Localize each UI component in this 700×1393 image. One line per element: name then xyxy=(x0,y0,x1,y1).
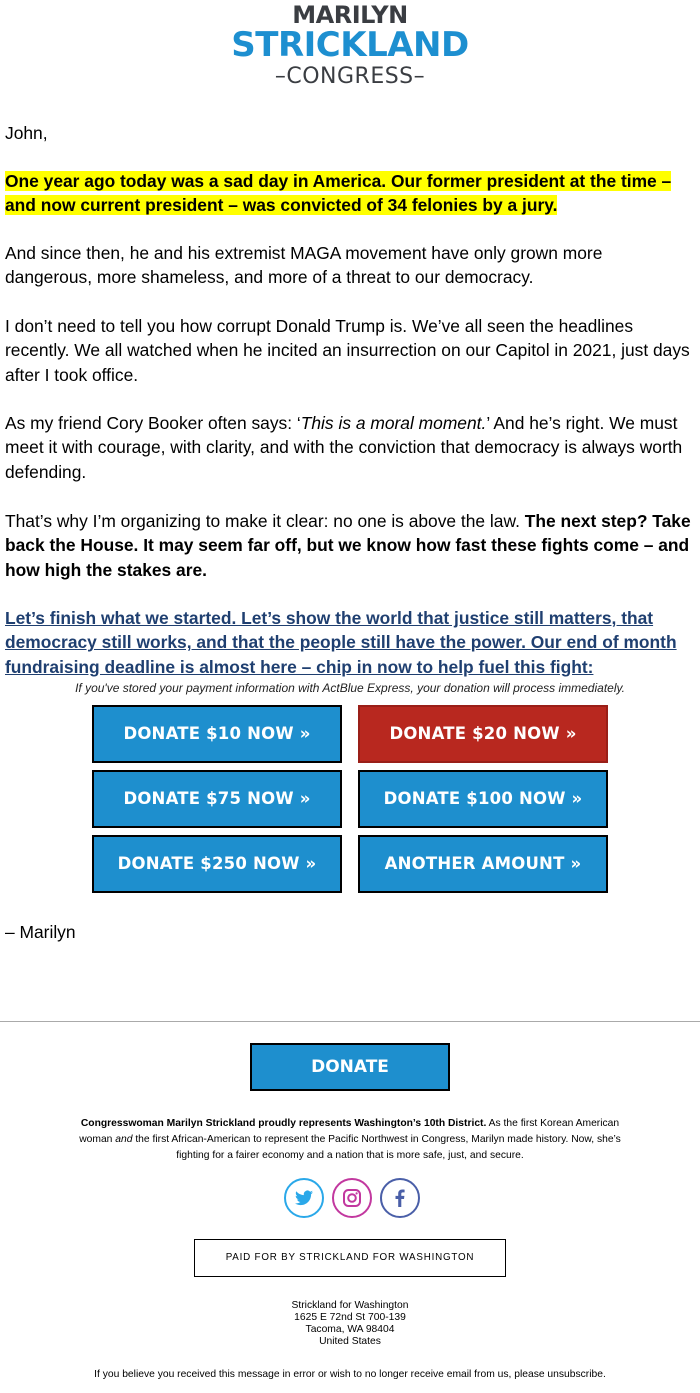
booker-outro: ’ And he’s right. We must meet it with courage, with clarity, and with the conviction that democracy is always worth defending. xyxy=(5,413,683,482)
signoff: – Marilyn xyxy=(5,922,76,942)
booker-intro: As my friend Cory Booker often says: ‘ xyxy=(5,413,301,433)
about-blurb xyxy=(70,1116,630,1164)
actblue-express-note: If you've stored your payment information with ActBlue Express, your donation will process immediately. xyxy=(75,681,625,695)
about-text-1: As the first Korean American woman xyxy=(79,1118,620,1145)
social-links xyxy=(0,1178,700,1218)
booker-quote: This is a moral moment. xyxy=(300,413,487,433)
paragraph-booker xyxy=(5,411,693,484)
donate-100-button[interactable]: DONATE $100 NOW » xyxy=(358,770,608,828)
donate-75-button[interactable]: DONATE $75 NOW » xyxy=(92,770,342,828)
next-step-bold: The next step? Take back the House. It may seem far off, but we know how fast these fights come – and how high the stakes are. xyxy=(5,511,691,580)
donate-20-button[interactable]: DONATE $20 NOW » xyxy=(358,705,608,763)
unsubscribe-text[interactable]: If you believe you received this message in error or wish to no longer receive email from us, please unsubscribe. xyxy=(94,1369,606,1380)
paragraph-cta xyxy=(5,606,693,679)
logo-congress: –CONGRESS– xyxy=(274,64,426,89)
campaign-logo xyxy=(0,0,700,98)
paid-for-disclaimer: PAID FOR BY STRICKLAND FOR WASHINGTON xyxy=(194,1239,506,1277)
about-and: and xyxy=(115,1134,133,1145)
paragraph-maga: And since then, he and his extremist MAGA movement have only grown more dangerous, more shameless, and more of a threat to our democracy. xyxy=(5,243,603,288)
facebook-icon[interactable] xyxy=(380,1178,420,1218)
highlight-text: One year ago today was a sad day in America. Our former president at the time – and now current president – was convicted of 34 felonies by a jury. xyxy=(5,171,672,216)
cta-link[interactable]: Let’s finish what we started. Let’s show the world that justice still matters, that democracy still works, and that the people still have the power. Our end of month fundraising deadline is almost here – chip in now to help fuel this fight: xyxy=(5,608,677,677)
mailing-address xyxy=(0,1300,700,1348)
twitter-icon[interactable] xyxy=(284,1178,324,1218)
logo-last-name: STRICKLAND xyxy=(231,25,469,65)
paragraph-next-step xyxy=(5,509,693,582)
instagram-icon[interactable] xyxy=(332,1178,372,1218)
about-text-2: the first African-American to represent the Pacific Northwest in Congress, Marilyn made history. Now, she’s fighting for a fairer economy and a nation that is more safe, just, and secure. xyxy=(132,1134,621,1161)
highlighted-paragraph xyxy=(5,169,693,218)
greeting: John, xyxy=(5,123,48,143)
address-org: Strickland for Washington xyxy=(291,1300,409,1311)
footer-divider xyxy=(0,1021,700,1022)
donate-10-button[interactable]: DONATE $10 NOW » xyxy=(92,705,342,763)
donate-250-button[interactable]: DONATE $250 NOW » xyxy=(92,835,342,893)
address-street: 1625 E 72nd St 700-139 xyxy=(294,1312,406,1323)
logo-first-name: MARILYN xyxy=(292,1,408,29)
another-amount-button[interactable]: ANOTHER AMOUNT » xyxy=(358,835,608,893)
paragraph-corrupt: I don’t need to tell you how corrupt Donald Trump is. We’ve all seen the headlines recently. We all watched when he incited an insurrection on our Capitol in 2021, just days after I took office. xyxy=(5,316,690,385)
about-bold: Congresswoman Marilyn Strickland proudly represents Washington’s 10th District. xyxy=(80,1118,487,1129)
address-city: Tacoma, WA 98404 xyxy=(305,1324,395,1335)
address-country: United States xyxy=(319,1336,381,1347)
next-step-intro: That’s why I’m organizing to make it clear: no one is above the law. xyxy=(5,511,525,531)
footer-donate-button[interactable]: DONATE xyxy=(250,1043,450,1091)
